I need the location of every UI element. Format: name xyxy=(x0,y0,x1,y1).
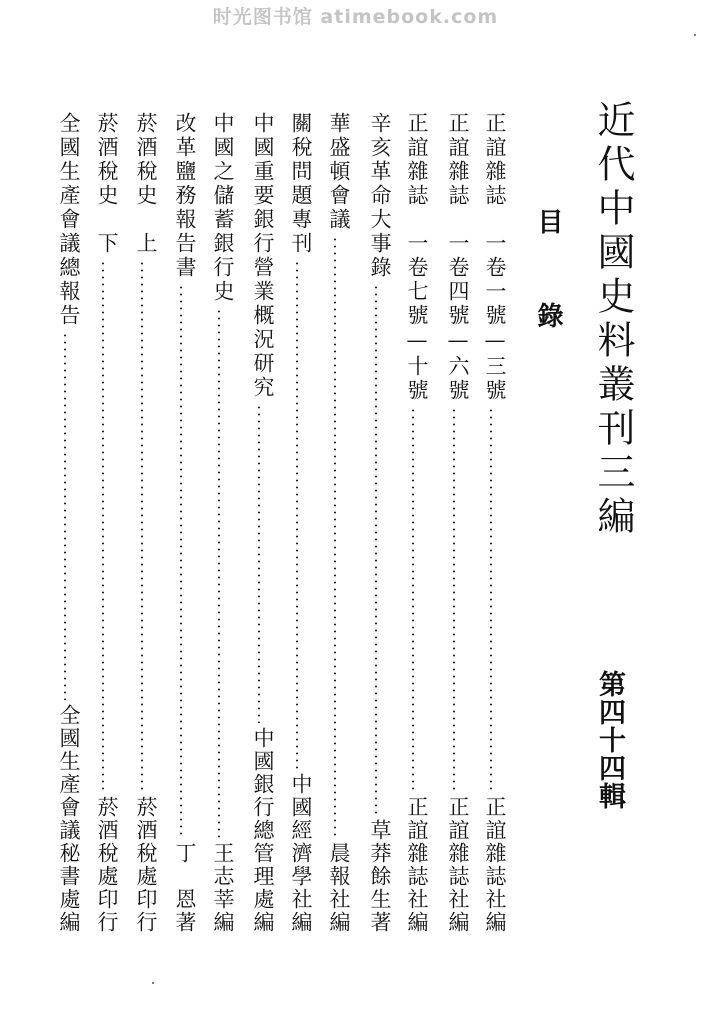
entry-publisher: 菸酒稅處印行 xyxy=(95,796,119,934)
scan-speck xyxy=(152,982,154,984)
toc-entry xyxy=(127,112,157,934)
dot-leader xyxy=(180,284,182,838)
entry-title: 華盛頓會議 xyxy=(327,112,351,232)
entry-publisher: 王志莘編 xyxy=(211,842,235,934)
entry-publisher: 中國經濟學社編 xyxy=(289,773,313,934)
toc-entry xyxy=(320,112,350,934)
series-title: 近代中國史料叢刊三編 xyxy=(591,100,635,540)
entry-publisher: 丁 恩著 xyxy=(173,842,197,934)
dot-leader xyxy=(490,407,492,792)
dot-leader xyxy=(141,260,143,792)
entry-title: 菸酒稅史 上 xyxy=(134,112,158,256)
dot-leader xyxy=(64,332,66,700)
dot-leader xyxy=(375,284,377,815)
toc-entry xyxy=(166,112,196,934)
toc-entry xyxy=(204,112,234,934)
toc-entry xyxy=(439,112,469,934)
entry-title: 正誼雜誌 一卷一號—三號 xyxy=(483,112,507,403)
dot-leader xyxy=(102,260,104,792)
entry-title: 辛亥革命大事錄 xyxy=(368,112,392,280)
entry-publisher: 草莽餘生著 xyxy=(368,819,392,934)
entry-title: 正誼雜誌 一卷四號—六號 xyxy=(446,112,470,403)
toc-entry xyxy=(361,112,391,934)
watermark: 时光图书馆 atimebook.com xyxy=(212,6,499,28)
entry-publisher: 正誼雜誌社編 xyxy=(483,796,507,934)
entry-publisher: 菸酒稅處印行 xyxy=(134,796,158,934)
entry-title: 正誼雜誌 一卷七號—十號 xyxy=(405,112,429,403)
toc-entry xyxy=(50,112,80,934)
toc-entry xyxy=(398,112,428,934)
scan-speck xyxy=(694,34,696,36)
entry-title: 中國之儲蓄銀行史 xyxy=(211,112,235,304)
dot-leader xyxy=(412,407,414,792)
entry-publisher: 正誼雜誌社編 xyxy=(446,796,470,934)
entry-title: 菸酒稅史 下 xyxy=(95,112,119,256)
dot-leader xyxy=(296,260,298,769)
volume-number: 第四十四輯 xyxy=(594,670,625,810)
toc-entry xyxy=(88,112,118,934)
entry-title: 中國重要銀行營業概況研究 xyxy=(251,112,275,400)
entry-publisher: 全國生產會議秘書處編 xyxy=(57,704,81,934)
entry-title: 改革鹽務報告書 xyxy=(173,112,197,280)
toc-entry xyxy=(476,112,506,934)
dot-leader xyxy=(453,407,455,792)
entry-title: 全國生產會議總報告 xyxy=(57,112,81,328)
entry-publisher: 中國銀行總管理處編 xyxy=(251,727,275,934)
dot-leader xyxy=(258,404,260,723)
entry-publisher: 正誼雜誌社編 xyxy=(405,796,429,934)
toc-entry xyxy=(282,112,312,934)
entry-publisher: 晨報社編 xyxy=(327,842,351,934)
toc-heading: 目錄 xyxy=(533,208,563,396)
dot-leader xyxy=(334,236,336,838)
dot-leader xyxy=(218,308,220,838)
toc-entry xyxy=(244,112,274,934)
entry-title: 關稅問題專刊 xyxy=(289,112,313,256)
